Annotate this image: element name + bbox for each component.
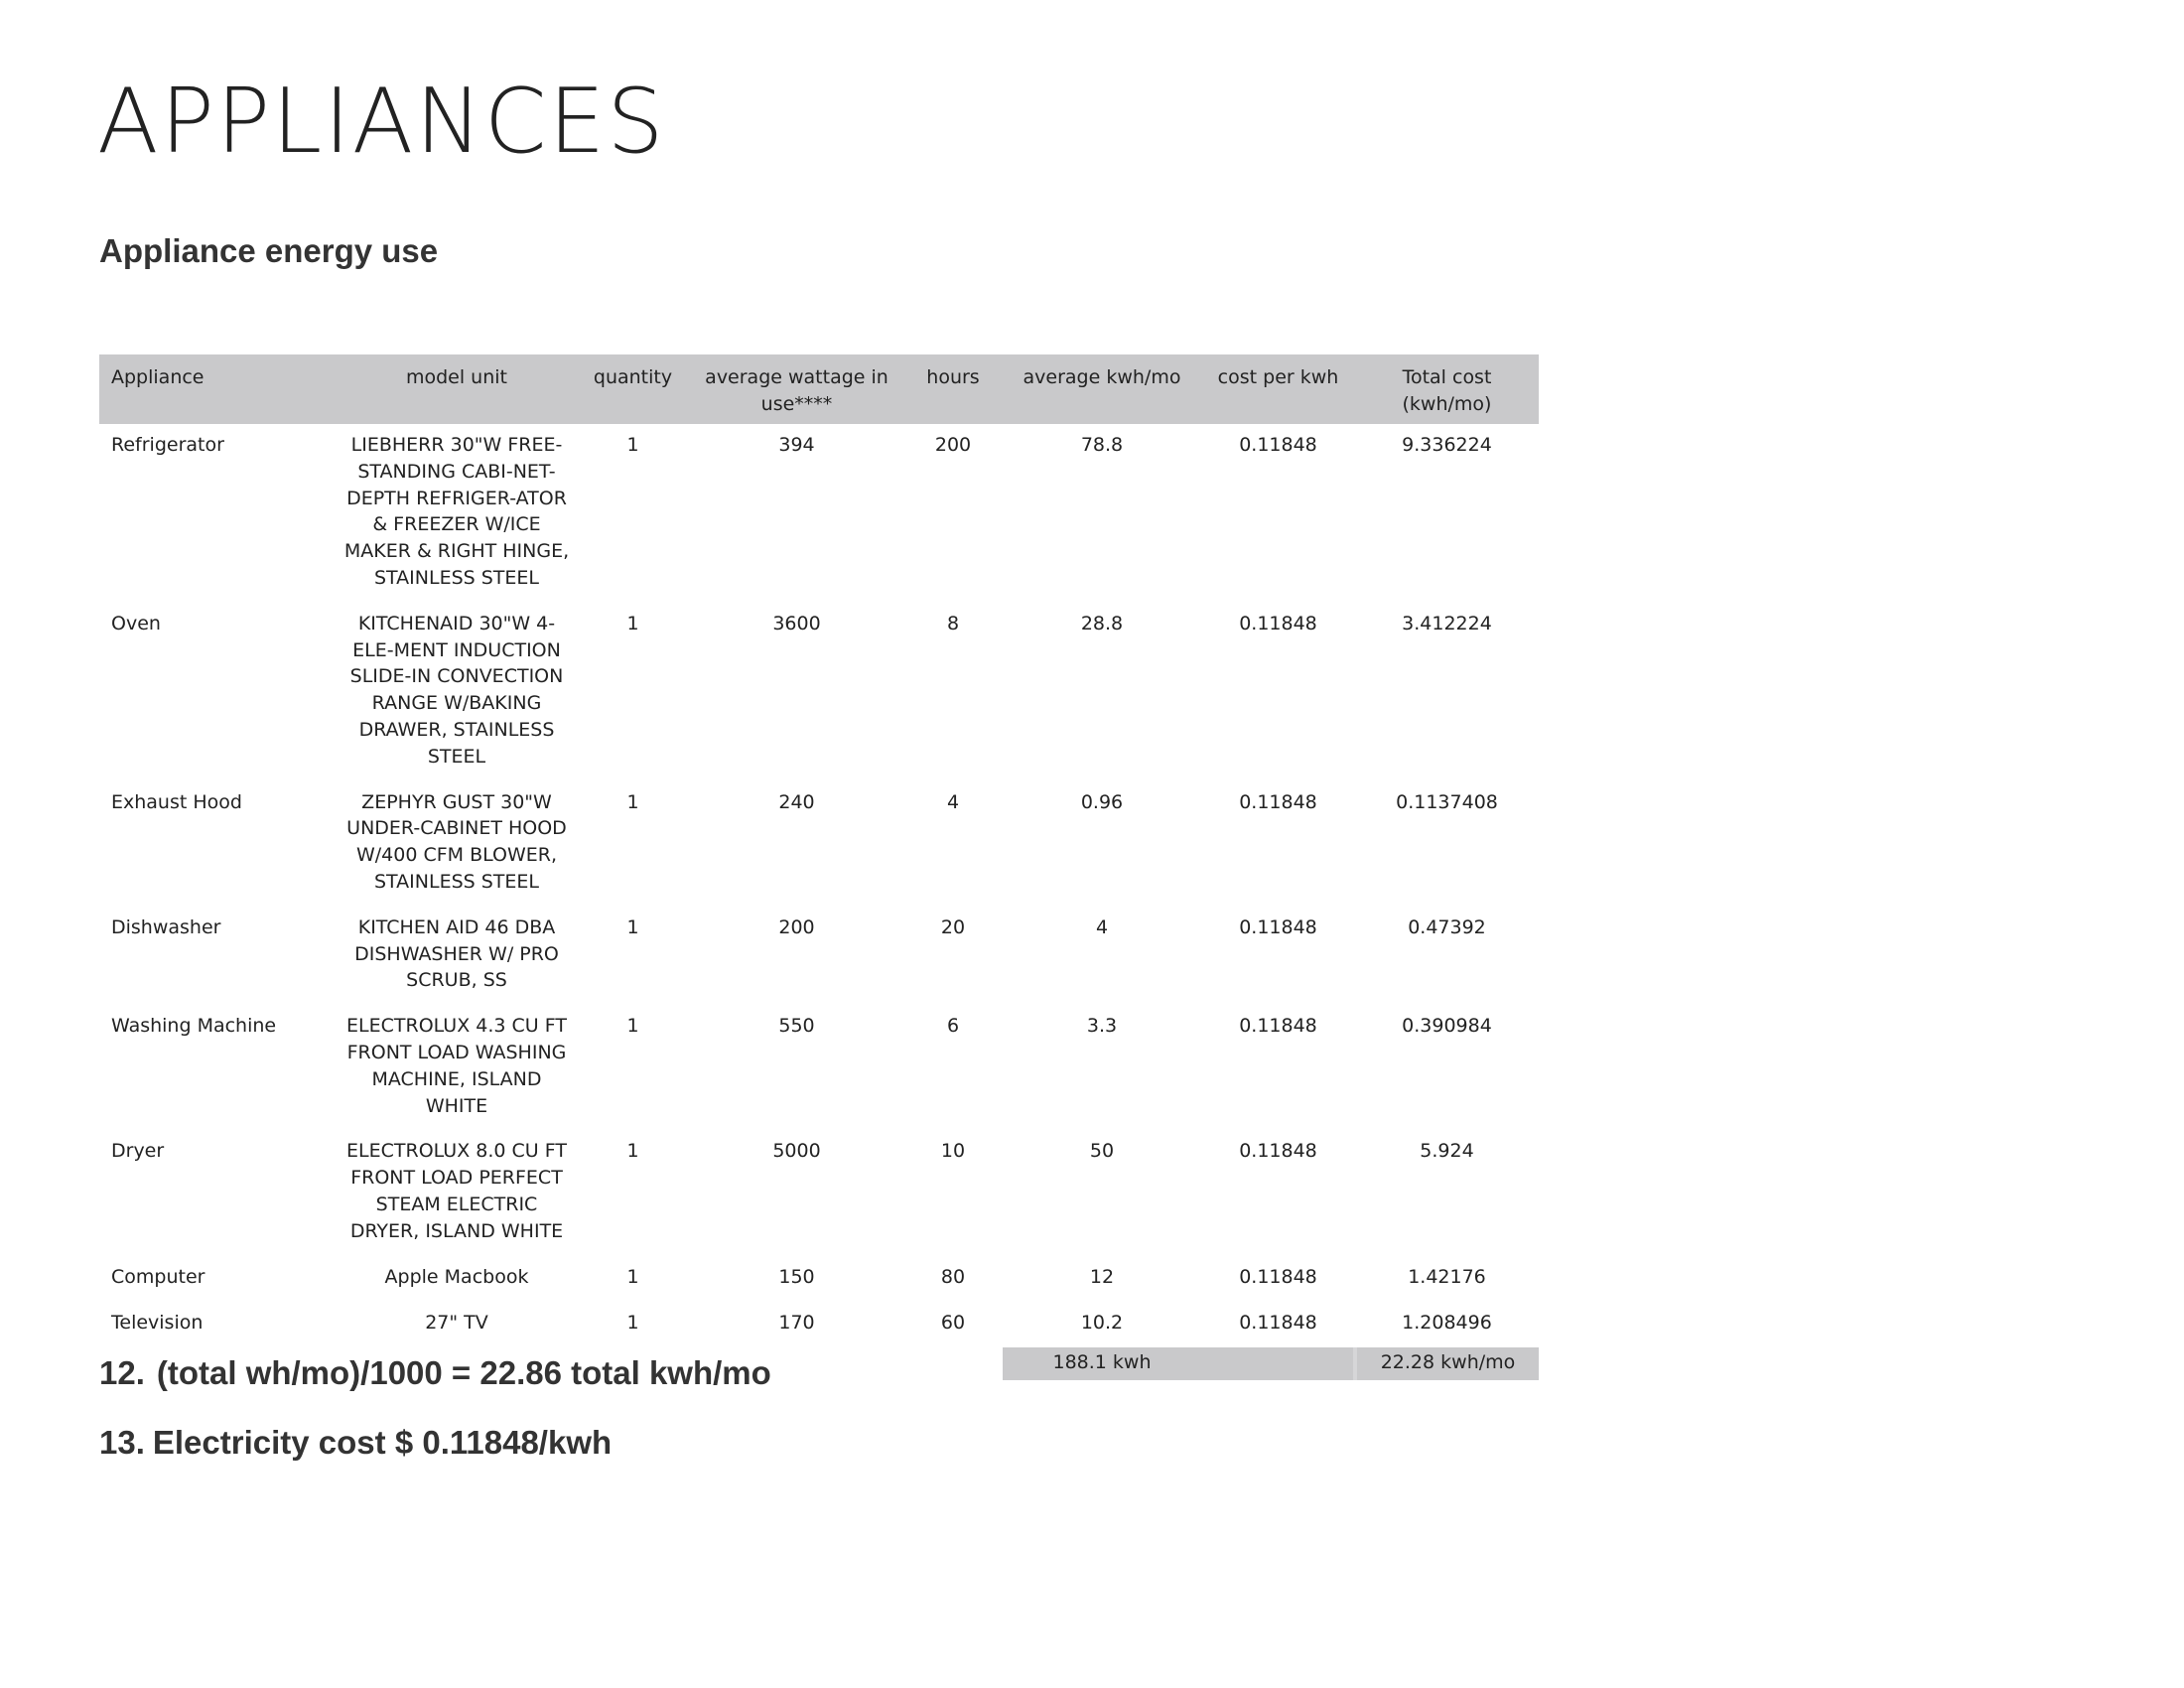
note-12-number: 12. — [99, 1354, 145, 1391]
cell-wattage: 3600 — [772, 612, 821, 634]
table-row — [99, 1302, 1539, 1347]
cell-quantity: 1 — [626, 1140, 639, 1163]
cell-appliance: Computer — [111, 1265, 205, 1288]
table-row — [99, 1256, 1539, 1302]
cell-kwh: 50 — [1089, 1140, 1115, 1163]
header-total-cost: Total cost (kwh/mo) — [1355, 354, 1539, 424]
table-row — [99, 1005, 1539, 1130]
cell-total-cost: 9.336224 — [1402, 434, 1492, 456]
cell-quantity: 1 — [626, 434, 639, 456]
cell-wattage: 170 — [778, 1311, 815, 1334]
cell-kwh: 0.96 — [1080, 790, 1124, 813]
cell-total-cost: 0.390984 — [1402, 1015, 1492, 1038]
cell-cost-per-kwh: 0.11848 — [1239, 915, 1317, 938]
cell-hours: 80 — [940, 1265, 966, 1288]
cell-appliance: Washing Machine — [111, 1015, 277, 1038]
header-model-unit: model unit — [338, 354, 576, 424]
cell-appliance: Oven — [111, 612, 161, 634]
cell-quantity: 1 — [626, 1265, 639, 1288]
cell-hours: 10 — [940, 1140, 966, 1163]
cell-cost-per-kwh: 0.11848 — [1239, 612, 1317, 634]
cell-appliance: Dryer — [111, 1140, 165, 1163]
cell-total-cost: 5.924 — [1420, 1140, 1474, 1163]
cell-model-unit: 27" TV — [425, 1311, 488, 1334]
cell-total-cost: 0.47392 — [1408, 915, 1486, 938]
cell-model-unit: LIEBHERR 30"W FREE-STANDING CABI-NET-DEPTH REFRIGER-ATOR & FREEZER W/ICE MAKER & RIGHT HINGE, STAINLESS STEEL — [343, 434, 570, 589]
table-row — [99, 907, 1539, 1005]
header-appliance: Appliance — [99, 354, 338, 424]
cell-kwh: 10.2 — [1080, 1311, 1124, 1334]
header-average-kwh: average kwh/mo — [1003, 354, 1201, 424]
header-cost-per-kwh: cost per kwh — [1201, 354, 1355, 424]
cell-kwh: 28.8 — [1080, 612, 1124, 634]
cell-cost-per-kwh: 0.11848 — [1239, 790, 1317, 813]
cell-total-cost: 1.42176 — [1408, 1265, 1486, 1288]
cell-wattage: 5000 — [772, 1140, 821, 1163]
cell-wattage: 550 — [778, 1015, 815, 1038]
note-13-number: 13. — [99, 1424, 145, 1461]
cell-hours: 8 — [946, 612, 960, 634]
cell-cost-per-kwh: 0.11848 — [1239, 1265, 1317, 1288]
table-row — [99, 424, 1539, 603]
cell-model-unit: KITCHENAID 30"W 4-ELE-MENT INDUCTION SLIDE-IN CONVECTION RANGE W/BAKING DRAWER, STAINLESS STEEL — [349, 612, 564, 768]
total-cost: 22.28 kwh/mo — [1355, 1347, 1539, 1380]
cell-hours: 20 — [940, 915, 966, 938]
header-quantity: quantity — [576, 354, 690, 424]
cell-model-unit: ELECTROLUX 4.3 CU FT FRONT LOAD WASHING MACHINE, ISLAND WHITE — [346, 1015, 567, 1117]
cell-model-unit: Apple Macbook — [384, 1265, 529, 1288]
cell-total-cost: 0.1137408 — [1396, 790, 1498, 813]
cell-hours: 200 — [934, 434, 972, 456]
cell-cost-per-kwh: 0.11848 — [1239, 1015, 1317, 1038]
cell-quantity: 1 — [626, 1311, 639, 1334]
cell-kwh: 3.3 — [1086, 1015, 1118, 1038]
cell-quantity: 1 — [626, 915, 639, 938]
cell-quantity: 1 — [626, 612, 639, 634]
cell-kwh: 4 — [1095, 915, 1109, 938]
cell-kwh: 78.8 — [1080, 434, 1124, 456]
table-header-row — [99, 354, 1539, 424]
table-row — [99, 603, 1539, 781]
page-title: APPLIANCES — [97, 70, 666, 174]
cell-model-unit: ZEPHYR GUST 30"W UNDER-CABINET HOOD W/400 CFM BLOWER, STAINLESS STEEL — [346, 790, 567, 893]
header-average-wattage: average wattage in use**** — [690, 354, 903, 424]
cell-hours: 4 — [946, 790, 960, 813]
cell-wattage: 200 — [778, 915, 815, 938]
total-spacer — [1201, 1347, 1355, 1380]
note-13 — [99, 1424, 612, 1462]
cell-hours: 6 — [946, 1015, 960, 1038]
cell-quantity: 1 — [626, 1015, 639, 1038]
cell-total-cost: 3.412224 — [1402, 612, 1492, 634]
cell-cost-per-kwh: 0.11848 — [1239, 1311, 1317, 1334]
cell-model-unit: ELECTROLUX 8.0 CU FT FRONT LOAD PERFECT STEAM ELECTRIC DRYER, ISLAND WHITE — [346, 1140, 567, 1242]
cell-wattage: 150 — [778, 1265, 815, 1288]
note-13-text: Electricity cost $ 0.11848/kwh — [152, 1424, 613, 1461]
cell-wattage: 394 — [778, 434, 815, 456]
cell-appliance: Refrigerator — [111, 434, 224, 456]
table-row — [99, 781, 1539, 907]
cell-appliance: Exhaust Hood — [111, 790, 242, 813]
cell-total-cost: 1.208496 — [1402, 1311, 1492, 1334]
cell-hours: 60 — [940, 1311, 966, 1334]
note-12-text: (total wh/mo)/1000 = 22.86 total kwh/mo — [156, 1354, 771, 1391]
cell-kwh: 12 — [1089, 1265, 1115, 1288]
cell-wattage: 240 — [778, 790, 815, 813]
header-hours: hours — [903, 354, 1003, 424]
table-row — [99, 1130, 1539, 1255]
section-heading: Appliance energy use — [99, 232, 439, 269]
cell-appliance: Dishwasher — [111, 915, 221, 938]
cell-cost-per-kwh: 0.11848 — [1239, 1140, 1317, 1163]
empty-cell — [903, 1347, 1003, 1380]
note-12 — [99, 1354, 771, 1392]
cell-model-unit: KITCHEN AID 46 DBA DISHWASHER W/ PRO SCRUB, SS — [354, 915, 559, 992]
cell-quantity: 1 — [626, 790, 639, 813]
total-kwh: 188.1 kwh — [1003, 1347, 1201, 1380]
cell-cost-per-kwh: 0.11848 — [1239, 434, 1317, 456]
appliance-energy-table — [99, 354, 1539, 1380]
cell-appliance: Television — [111, 1311, 204, 1334]
